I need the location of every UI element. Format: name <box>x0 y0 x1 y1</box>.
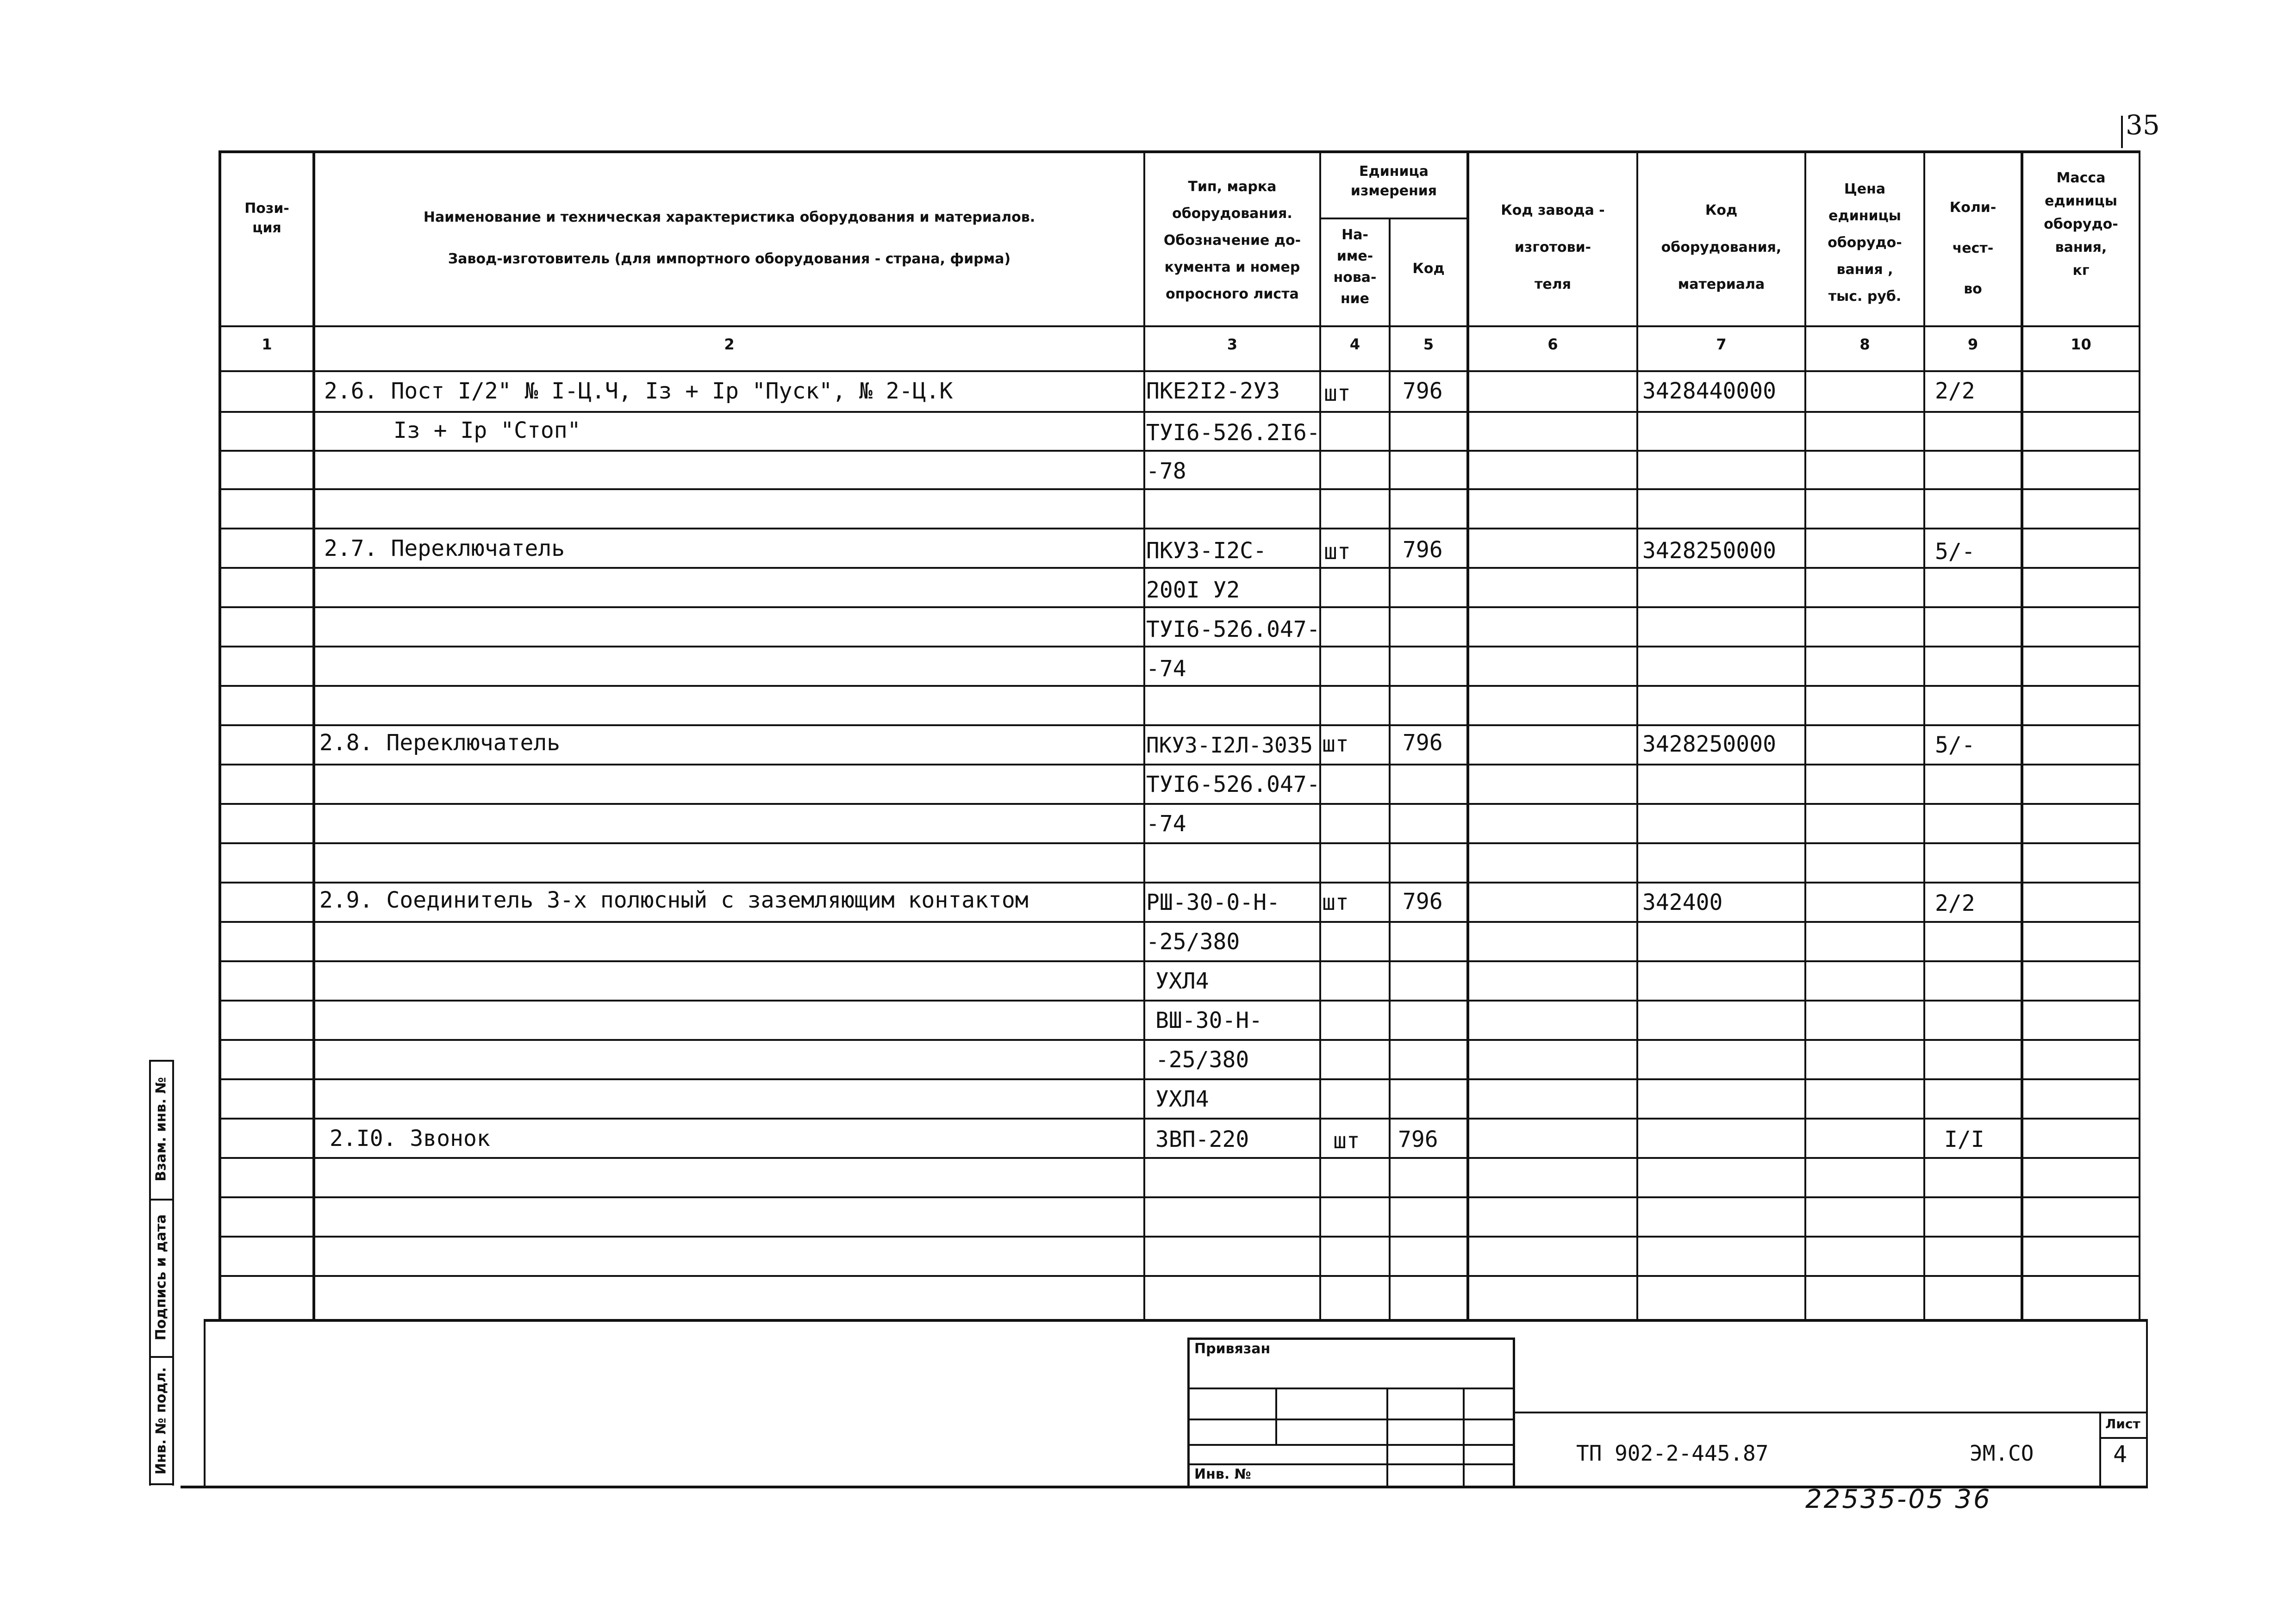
stamp-signature-date: Подпись и дата <box>153 1214 169 1341</box>
item-unit: шт <box>1324 380 1351 406</box>
item-name: 2.9. Соединитель 3-х полюсный с заземляющим контактом <box>319 887 1029 913</box>
item-quantity: 5/- <box>1935 539 1975 565</box>
item-unit: шт <box>1322 890 1349 915</box>
column-number: 8 <box>1859 336 1870 353</box>
item-equipment-code: 342400 <box>1642 890 1723 915</box>
column-number: 7 <box>1716 336 1727 353</box>
sheet-number: 4 <box>2113 1441 2128 1468</box>
item-name: 2.I0. Звонок <box>330 1126 490 1151</box>
column-number: 9 <box>1967 336 1978 353</box>
item-type: -74 <box>1146 811 1186 837</box>
column-number: 2 <box>724 336 735 353</box>
item-quantity: 5/- <box>1935 732 1975 758</box>
item-unit: шт <box>1322 731 1349 757</box>
item-unit-code: 796 <box>1403 730 1443 756</box>
header-equipment-code: Код оборудования, материала <box>1661 202 1782 292</box>
item-type: ТУI6-526.047- <box>1146 616 1320 642</box>
section-code: ЭМ.СО <box>1970 1441 2034 1466</box>
item-type: УХЛ4 <box>1155 968 1209 994</box>
page-number: 35 <box>2126 109 2160 141</box>
item-type: -25/380 <box>1155 1047 1249 1073</box>
item-unit-code: 796 <box>1403 889 1443 915</box>
item-equipment-code: 3428250000 <box>1642 731 1776 757</box>
item-unit: шт <box>1333 1128 1360 1154</box>
item-type: ПКЕ2I2-2У3 <box>1146 378 1280 404</box>
sheet-label: Лист <box>2105 1416 2140 1431</box>
item-name: 2.7. Переключатель <box>324 535 565 561</box>
header-type: Тип, марка оборудования. Обозначение до- кумента и номер опросного листа <box>1163 179 1301 302</box>
header-quantity: Коли- чест- во <box>1949 199 1997 297</box>
column-number: 10 <box>2071 336 2091 353</box>
item-type: 200I У2 <box>1146 577 1240 603</box>
item-type: ТУI6-526.047- <box>1146 772 1320 797</box>
item-quantity: 2/2 <box>1935 890 1975 916</box>
document-code: ТП 902-2-445.87 <box>1576 1441 1769 1466</box>
header-unit-name: На- име- нова- ние <box>1333 227 1377 307</box>
item-name: 2.8. Переключатель <box>319 730 561 756</box>
item-unit-code: 796 <box>1398 1126 1438 1152</box>
item-type: -74 <box>1146 656 1186 682</box>
archive-number: 22535-05 36 <box>1805 1484 1992 1514</box>
stamp-inv-podl: Инв. № подл. <box>153 1367 169 1475</box>
item-type: ПКУ3-I2С- <box>1146 538 1267 564</box>
item-type: УХЛ4 <box>1155 1086 1209 1112</box>
item-unit-code: 796 <box>1403 378 1443 404</box>
column-number: 4 <box>1349 336 1360 353</box>
item-equipment-code: 3428250000 <box>1642 538 1776 564</box>
header-position: Пози- ция <box>244 200 289 236</box>
column-number: 6 <box>1547 336 1558 353</box>
inv-number-label: Инв. № <box>1194 1466 1251 1482</box>
header-name: Наименование и техническая характеристика оборудования и материалов. Завод-изготовитель (для импортного оборудования - страна, фирма) <box>423 209 1036 267</box>
item-unit: шт <box>1324 539 1351 565</box>
header-unit-code: Код <box>1412 261 1445 277</box>
header-factory-code: Код завода - изготови- теля <box>1501 202 1605 292</box>
item-unit-code: 796 <box>1403 537 1443 563</box>
column-number: 1 <box>262 336 272 353</box>
header-unit-mass: Масса единицы оборудо- вания, кг <box>2044 170 2118 279</box>
item-quantity: I/I <box>1944 1126 1984 1152</box>
item-type: РШ-30-0-Н- <box>1146 890 1280 915</box>
item-type: ТУI6-526.2I6- <box>1146 420 1320 446</box>
stamp-vzam-inv: Взам. инв. № <box>153 1077 169 1182</box>
item-type: -78 <box>1146 458 1186 484</box>
privyazan-label: Привязан <box>1194 1341 1271 1357</box>
column-number: 3 <box>1227 336 1238 353</box>
item-type: -25/380 <box>1146 929 1240 955</box>
column-number: 5 <box>1423 336 1434 353</box>
item-type: ЗВП-220 <box>1155 1126 1249 1152</box>
item-equipment-code: 3428440000 <box>1642 378 1776 404</box>
item-type: ВШ-30-Н- <box>1155 1008 1263 1033</box>
item-name: Iз + Iр "Стоп" <box>393 417 581 443</box>
item-quantity: 2/2 <box>1935 378 1975 404</box>
header-unit-group: Единица измерения <box>1350 163 1437 199</box>
item-name: 2.6. Пост I/2" № I-Ц.Ч, Iз + Iр "Пуск", № 2-Ц.К <box>324 378 953 404</box>
header-unit-price: Цена единицы оборудо- вания , тыс. руб. <box>1828 181 1902 305</box>
item-type: ПКУ3-I2Л-3035 <box>1146 733 1313 758</box>
